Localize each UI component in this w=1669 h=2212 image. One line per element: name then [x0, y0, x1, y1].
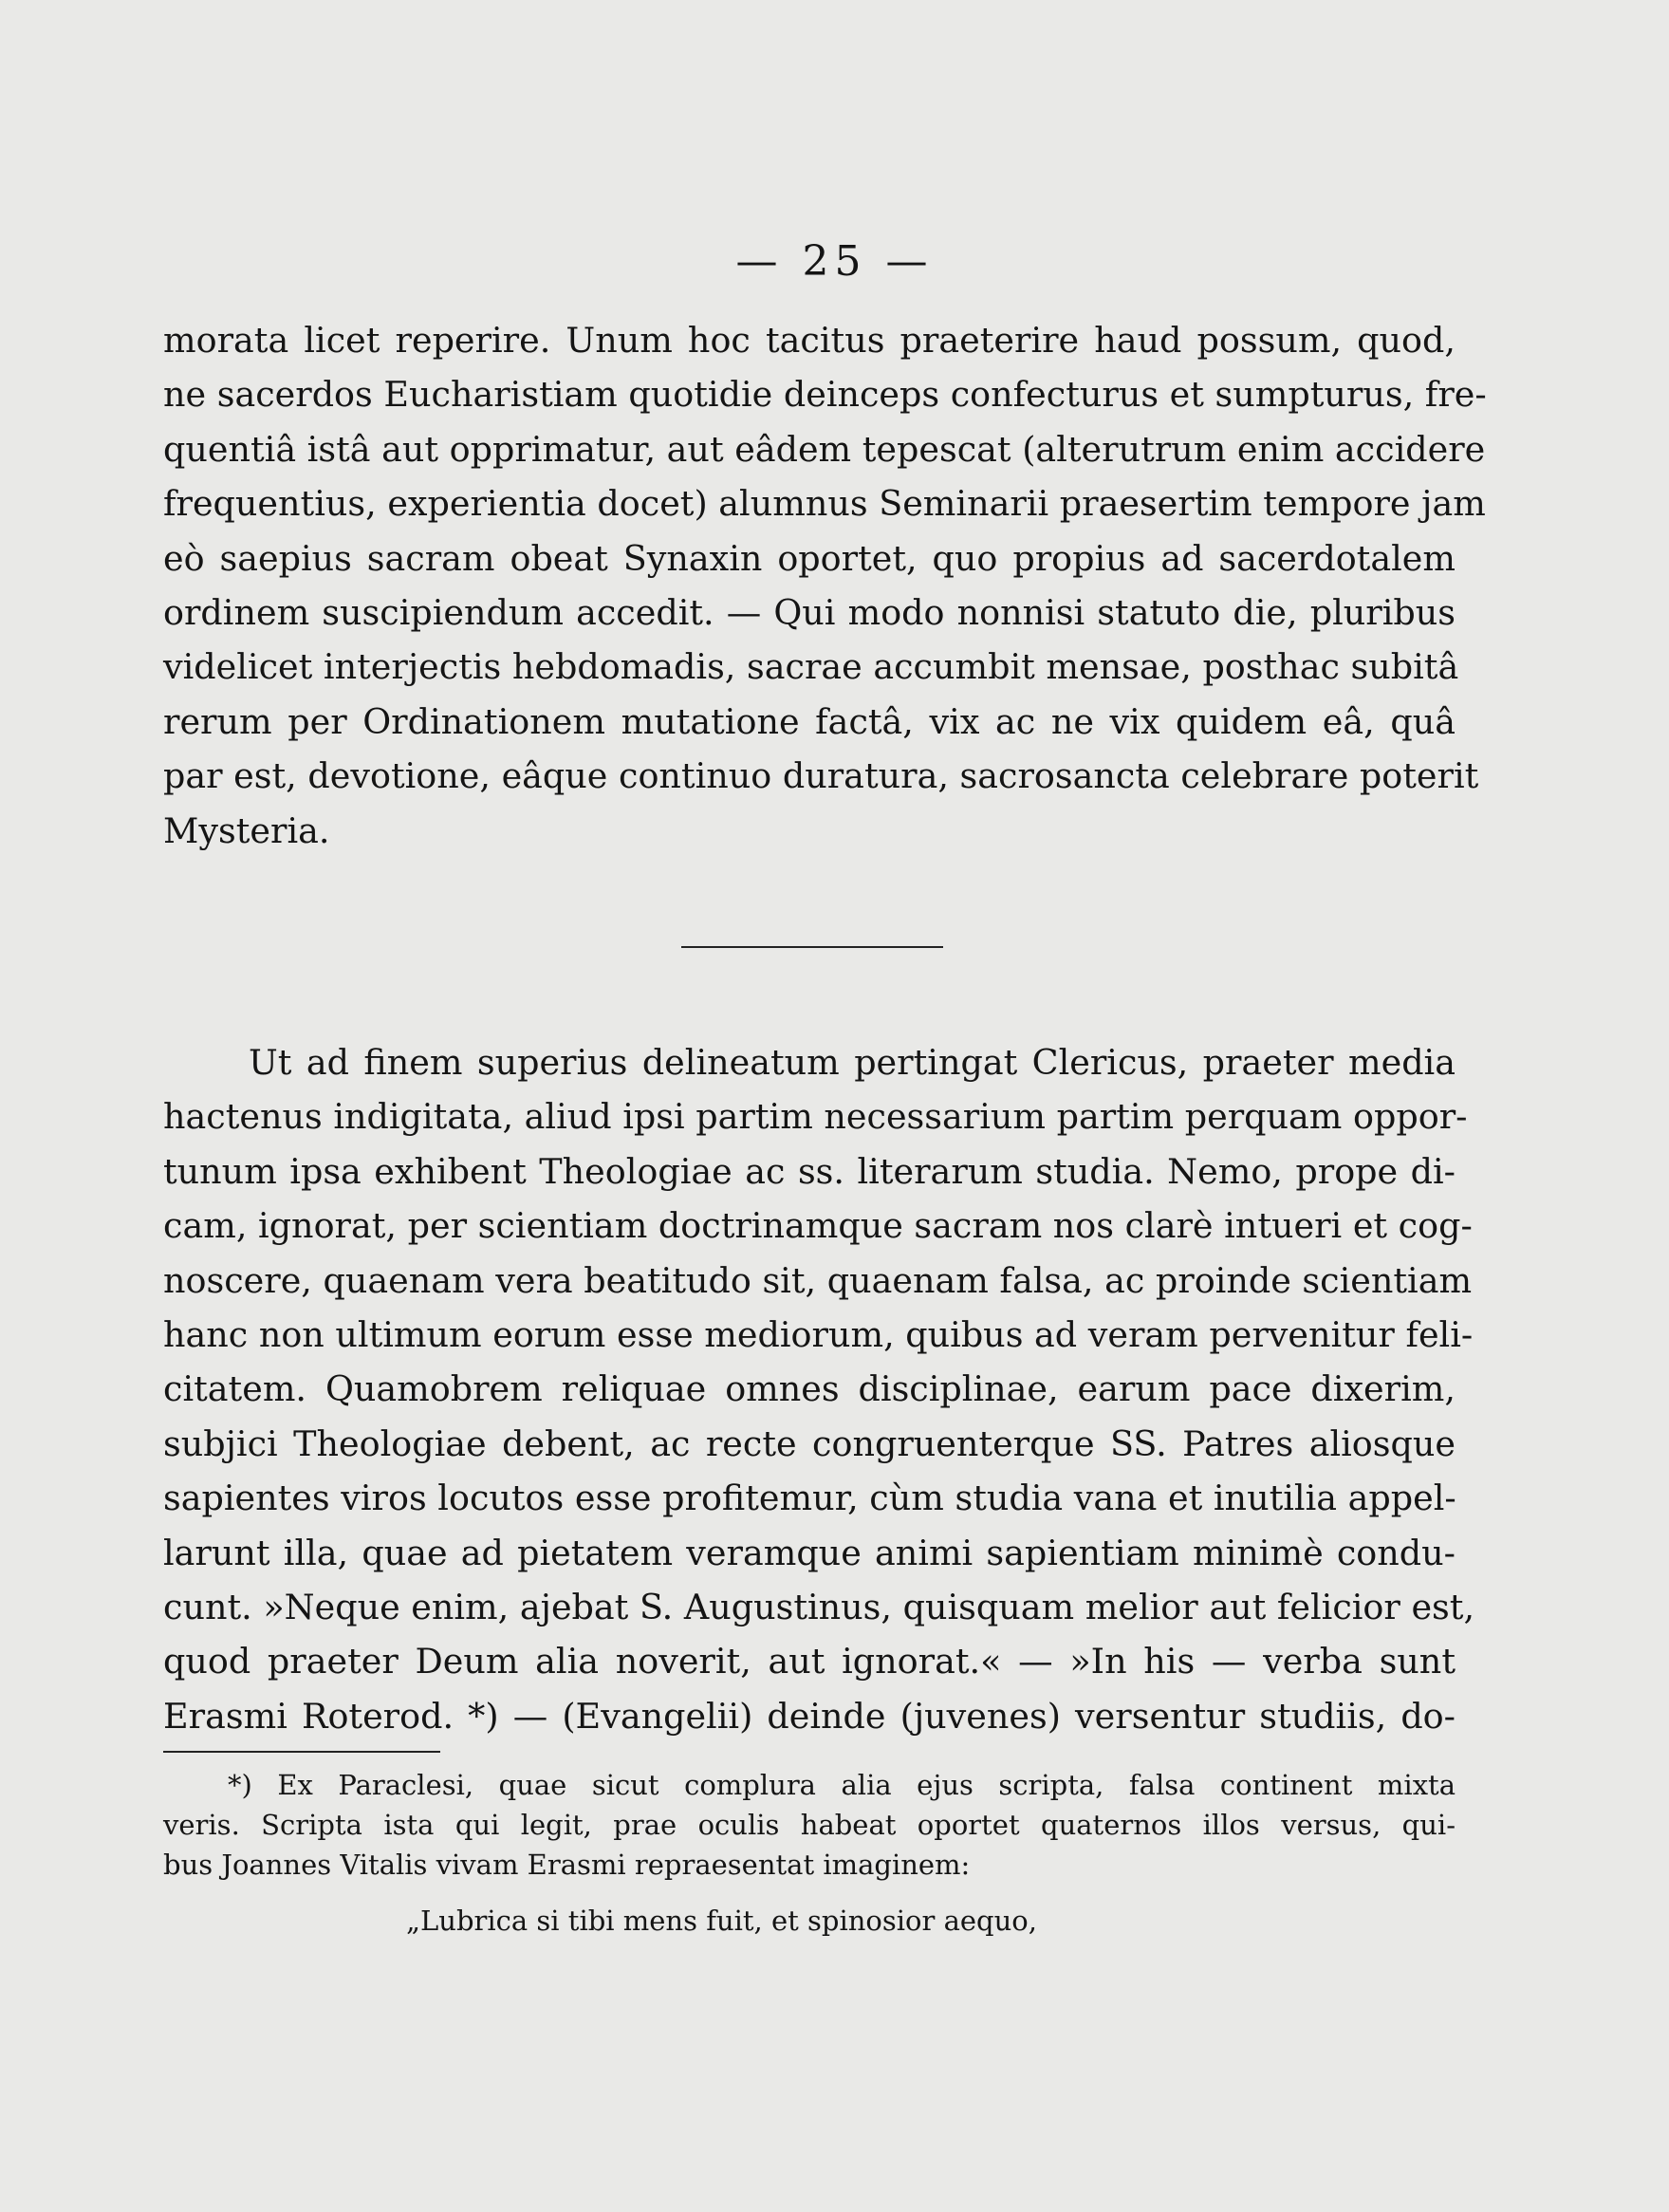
text-line: rerum per Ordinationem mutatione factâ, vix ac ne vix quidem eâ, quâ	[163, 700, 1456, 742]
text-line: sapientes viros locutos esse profitemur, cùm studia vana et inutilia appel-	[163, 1478, 1456, 1519]
footnote-verse: „Lubrica si tibi mens fuit, et spinosior aequo,	[406, 1905, 1037, 1937]
text-line: citatem. Quamobrem reliquae omnes disciplinae, earum pace dixerim,	[163, 1368, 1456, 1410]
text-line: videlicet interjectis hebdomadis, sacrae accumbit mensae, posthac subitâ	[163, 646, 1459, 688]
paragraph-2	[163, 1035, 1475, 1743]
text-line: Ut ad finem superius delineatum pertingat Clericus, praeter media	[249, 1042, 1456, 1083]
section-divider	[681, 946, 943, 948]
text-line: cam, ignorat, per scientiam doctrinamque sacram nos clarè intueri et cog-	[163, 1205, 1473, 1247]
text-line: ne sacerdos Eucharistiam quotidie deinceps confecturus et sumpturus, fre-	[163, 374, 1487, 416]
text-line: larunt illa, quae ad pietatem veramque animi sapientiam minimè condu-	[163, 1532, 1456, 1573]
paragraph-1	[163, 313, 1487, 858]
text-line: eò saepius sacram obeat Synaxin oportet, quo propius ad sacerdotalem	[163, 537, 1456, 579]
text-line: noscere, quaenam vera beatitudo sit, quaenam falsa, ac proinde scientiam	[163, 1259, 1473, 1301]
text-line: Mysteria.	[163, 809, 330, 851]
footnote-line: bus Joannes Vitalis vivam Erasmi repraesentat imaginem:	[163, 1849, 971, 1881]
text-line: tunum ipsa exhibent Theologiae ac ss. literarum studia. Nemo, prope di-	[163, 1150, 1456, 1192]
text-line: quod praeter Deum alia noverit, aut ignorat.« — »In his — verba sunt	[163, 1641, 1456, 1682]
text-line: hanc non ultimum eorum esse mediorum, quibus ad veram pervenitur feli-	[163, 1313, 1474, 1355]
text-line: quentiâ istâ aut opprimatur, aut eâdem tepescat (alterutrum enim accidere	[163, 428, 1486, 470]
footnote-line: veris. Scripta ista qui legit, prae oculis habeat oportet quaternos illos versus, qui-	[163, 1809, 1456, 1841]
text-line: cunt. »Neque enim, ajebat S. Augustinus, quisquam melior aut felicior est,	[163, 1586, 1475, 1627]
footnote	[163, 1765, 1456, 1885]
text-line: hactenus indigitata, aliud ipsi partim necessarium partim perquam oppor-	[163, 1096, 1468, 1138]
text-line: ordinem suscipiendum accedit. — Qui modo nonnisi statuto die, pluribus	[163, 591, 1456, 633]
text-line: morata licet reperire. Unum hoc tacitus praeterire haud possum, quod,	[163, 320, 1456, 361]
text-line: Erasmi Roterod. *) — (Evangelii) deinde (juvenes) versentur studiis, do-	[163, 1695, 1456, 1737]
text-line: subjici Theologiae debent, ac recte congruenterque SS. Patres aliosque	[163, 1422, 1456, 1464]
footnote-divider	[163, 1751, 440, 1753]
page-number: — 25 —	[735, 237, 934, 286]
text-line: frequentius, experientia docet) alumnus Seminarii praesertim tempore jam	[163, 483, 1486, 525]
text-line: par est, devotione, eâque continuo duratura, sacrosancta celebrare poterit	[163, 755, 1479, 797]
footnote-line: *) Ex Paraclesi, quae sicut complura alia ejus scripta, falsa continent mixta	[228, 1769, 1456, 1801]
